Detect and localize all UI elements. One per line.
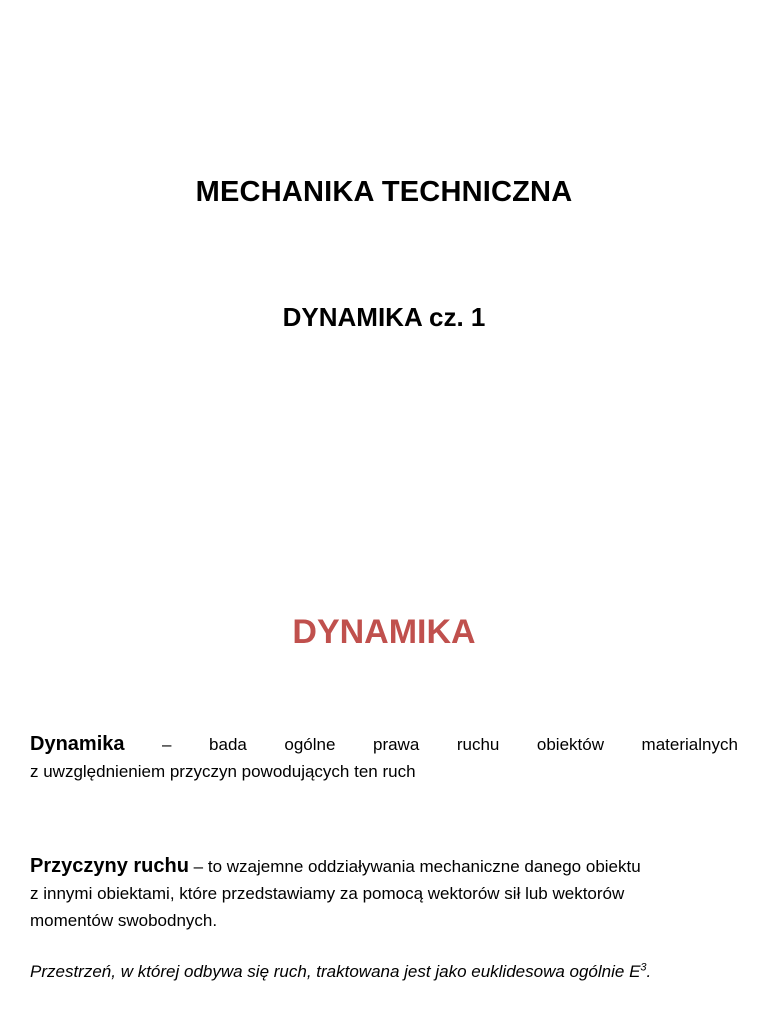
definition-line-2: z uwzględnieniem przyczyn powodujących ten ruch xyxy=(30,762,416,781)
definition-line-1 xyxy=(30,731,738,758)
causes-line-1 xyxy=(30,853,738,880)
definition-word: materialnych xyxy=(641,735,738,754)
definition-word: obiektów xyxy=(536,735,604,754)
causes-term: Przyczyny ruchu xyxy=(30,855,189,877)
causes-paragraph xyxy=(30,853,738,934)
definition-word: ogólne xyxy=(284,735,336,754)
causes-text: – to wzajemne oddziaływania mechaniczne danego obiektu xyxy=(188,857,641,876)
causes-line-3: momentów swobodnych. xyxy=(30,911,218,930)
document-title: MECHANIKA TECHNICZNA xyxy=(195,176,573,208)
definition-word: ruchu xyxy=(456,735,500,754)
definition-word: – xyxy=(162,735,172,754)
causes-line-2: z innymi obiektami, które przedstawiamy za pomocą wektorów sił lub wektorów xyxy=(30,884,625,903)
section-heading: DYNAMIKA xyxy=(292,613,476,651)
definition-word: bada xyxy=(209,735,247,754)
space-note-end: . xyxy=(646,962,652,981)
definition-term: Dynamika xyxy=(30,733,125,755)
space-note-superscript: 3 xyxy=(640,961,647,974)
definition-paragraph xyxy=(30,731,738,785)
space-note-text: Przestrzeń, w której odbywa się ruch, traktowana jest jako euklidesowa ogólnie E xyxy=(30,962,641,981)
definition-word: prawa xyxy=(372,735,420,754)
document-subtitle: DYNAMIKA cz. 1 xyxy=(282,302,486,332)
space-note-paragraph xyxy=(30,958,738,985)
